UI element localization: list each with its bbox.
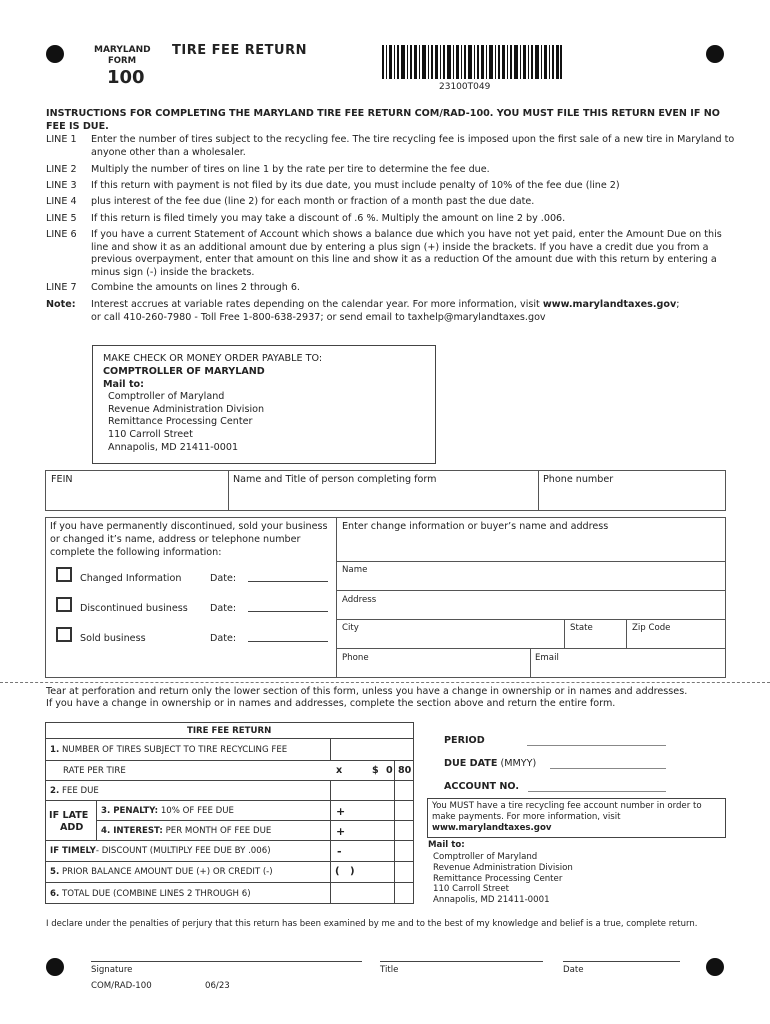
row-4 (101, 821, 271, 840)
line-text: plus interest of the fee due (line 2) for each month or fraction of a month past the due date. (91, 196, 535, 207)
row-6 (50, 883, 251, 904)
change-right-header: Enter change information or buyer’s name and address (342, 521, 609, 532)
discontinued-date-field[interactable] (248, 611, 328, 612)
payable-instruction: MAKE CHECK OR MONEY ORDER PAYABLE TO: (103, 353, 323, 364)
row-number: 4. INTEREST: (101, 825, 163, 836)
line-label: LINE 5 (46, 213, 77, 224)
line-text: Enter the number of tires subject to the recycling fee. The tire recycling fee is imposed upon the first sale of a new tire in Maryland to anyone other than a wholesaler. (91, 134, 735, 158)
account-no-label: ACCOUNT NO. (444, 781, 519, 792)
new-city-field[interactable] (336, 619, 565, 649)
row-text: FEE DUE (61, 785, 99, 796)
new-email-field[interactable] (530, 648, 726, 678)
tear-instruction-2: If you have a change in ownership or in names and addresses, complete the section above and return the entire form. (46, 698, 616, 709)
tear-instruction-1: Tear at perforation and return only the lower section of this form, unless you have a change in ownership or in names and addresses. (46, 686, 688, 697)
instruction-line-4 (46, 196, 736, 209)
rate-x: x (336, 765, 343, 776)
note-text-3: or call 410-260-7980 - Toll Free 1-800-638-2937; or send email to taxhelp@marylandtaxes.gov (91, 311, 546, 323)
phone-number-label: Phone number (543, 474, 614, 485)
return-table-title: TIRE FEE RETURN (187, 726, 272, 736)
rate-dollar: $ (372, 765, 379, 776)
instruction-line-3 (46, 180, 736, 193)
new-state-field[interactable] (564, 619, 627, 649)
interest-field[interactable] (330, 821, 414, 840)
perforation-line (0, 682, 770, 683)
form-title: TIRE FEE RETURN (172, 43, 307, 58)
new-state-label: State (570, 623, 593, 633)
due-date-label: DUE DATE (444, 758, 498, 769)
barcode-number: 23100T049 (439, 82, 491, 92)
row-1 (50, 739, 287, 760)
signature-field[interactable] (91, 961, 362, 962)
sold-business-label: Sold business (80, 633, 146, 644)
notice-website-link[interactable]: www.marylandtaxes.gov (432, 823, 552, 833)
bottom-address-4: 110 Carroll Street (433, 884, 510, 894)
line-label: LINE 4 (46, 196, 77, 207)
changed-date-label: Date: (210, 573, 237, 584)
form-state: MARYLAND (94, 45, 151, 55)
new-name-label: Name (342, 565, 368, 575)
name-title-label: Name and Title of person completing form (233, 474, 437, 485)
discontinued-business-label: Discontinued business (80, 603, 188, 614)
sold-date-label: Date: (210, 633, 237, 644)
instruction-line-7 (46, 282, 736, 295)
row-number: 5. (50, 867, 60, 877)
line-text: If this return with payment is not filed by its due date, you must include penalty of 10% of the fee due (line 2) (91, 180, 620, 191)
date-field[interactable] (563, 961, 680, 962)
notice-text: You MUST have a tire recycling fee account number in order to make payments. For more information, visit (432, 801, 702, 822)
payable-address-4: 110 Carroll Street (108, 429, 193, 440)
line-label: LINE 6 (46, 229, 77, 240)
changed-date-field[interactable] (248, 581, 328, 582)
instruction-line-2 (46, 164, 736, 177)
due-date-row (444, 758, 536, 769)
changed-information-checkbox[interactable] (56, 567, 72, 582)
title-field[interactable] (380, 961, 543, 962)
row-text: 10% OF FEE DUE (160, 805, 234, 816)
discount-sign: - (337, 845, 342, 858)
period-label: PERIOD (444, 735, 485, 746)
row-text: TOTAL DUE (COMBINE LINES 2 THROUGH 6) (61, 888, 251, 899)
note-label: Note: (46, 299, 76, 310)
note-text (91, 299, 736, 324)
add-label: ADD (60, 822, 84, 833)
line-label: LINE 1 (46, 134, 77, 145)
change-intro: If you have permanently discontinued, sold your business or changed it’s name, address or telephone number complete the following information: (50, 521, 328, 558)
row-text: PRIOR BALANCE AMOUNT DUE (+) OR CREDIT (-) (61, 867, 273, 877)
new-name-field[interactable] (336, 561, 726, 591)
new-address-label: Address (342, 595, 377, 605)
form-revision: 06/23 (205, 981, 230, 991)
form-word: FORM (108, 56, 137, 66)
row-text: - DISCOUNT (MULTIPLY FEE DUE BY .006) (95, 846, 271, 856)
row-3 (101, 801, 234, 820)
row-number: 2. (50, 785, 60, 796)
rate-whole: 0 (386, 765, 393, 776)
signature-label: Signature (91, 965, 133, 975)
if-late-label: IF LATE (49, 810, 89, 821)
perjury-declaration: I declare under the penalties of perjury that this return has been examined by me and to the best of my knowledge and belief is a true, complete return. (46, 919, 698, 929)
title-label: Title (380, 965, 399, 975)
changed-information-label: Changed Information (80, 573, 182, 584)
line-label: LINE 3 (46, 180, 77, 191)
bottom-mail-to-label: Mail to: (428, 840, 465, 850)
row-text: PER MONTH OF FEE DUE (165, 825, 272, 836)
row-number: 1. (50, 744, 60, 755)
new-city-label: City (342, 623, 359, 633)
period-field[interactable] (527, 745, 666, 746)
new-phone-label: Phone (342, 653, 369, 663)
tax-website-link[interactable]: www.marylandtaxes.gov (542, 299, 677, 310)
instructions-heading: INSTRUCTIONS FOR COMPLETING THE MARYLAND TIRE FEE RETURN COM/RAD-100. YOU MUST FILE THIS RETURN EVEN IF NO FEE IS DUE. (46, 108, 720, 132)
row-2 (50, 781, 99, 800)
discontinued-date-label: Date: (210, 603, 237, 614)
bottom-address-3: Remittance Processing Center (433, 874, 563, 884)
penalty-field[interactable] (330, 801, 414, 820)
cents-divider (394, 760, 395, 904)
sold-date-field[interactable] (248, 641, 328, 642)
bottom-address-2: Revenue Administration Division (433, 863, 573, 873)
line-text: Multiply the number of tires on line 1 by the rate per tire to determine the fee due. (91, 164, 490, 175)
payable-address-3: Remittance Processing Center (108, 416, 253, 427)
instruction-line-5 (46, 213, 736, 226)
fein-label: FEIN (51, 474, 73, 485)
line-text: Combine the amounts on lines 2 through 6. (91, 282, 300, 293)
row-text: NUMBER OF TIRES SUBJECT TO TIRE RECYCLING FEE (61, 744, 288, 755)
new-zip-label: Zip Code (632, 623, 671, 633)
bottom-address-1: Comptroller of Maryland (433, 852, 538, 862)
due-date-format: (MMYY) (500, 758, 537, 769)
rate-cents: 80 (398, 765, 412, 776)
row-number: 3. PENALTY: (101, 805, 159, 816)
total-due-field[interactable] (330, 883, 414, 904)
date-label: Date (563, 965, 584, 975)
account-no-field[interactable] (528, 791, 666, 792)
note-text-2: ; (676, 299, 680, 310)
registration-dot (46, 45, 64, 63)
interest-sign: + (336, 825, 346, 838)
due-date-field[interactable] (550, 768, 666, 769)
note-text-1: Interest accrues at variable rates depending on the calendar year. For more information, visit (91, 299, 543, 310)
registration-dot (706, 958, 724, 976)
payable-address-2: Revenue Administration Division (108, 404, 265, 415)
form-code: COM/RAD-100 (91, 981, 152, 991)
row-number: 6. (50, 888, 60, 899)
prior-balance-sign: ( ) (335, 866, 355, 877)
penalty-sign: + (336, 805, 346, 818)
prior-balance-field[interactable] (330, 862, 414, 882)
discontinued-business-checkbox[interactable] (56, 597, 72, 612)
timely-discount-row (50, 841, 271, 861)
payee-name: COMPTROLLER OF MARYLAND (103, 366, 265, 377)
new-address-field[interactable] (336, 590, 726, 620)
instruction-line-1 (46, 134, 736, 159)
new-phone-field[interactable] (336, 648, 531, 678)
timely-label: IF TIMELY (50, 846, 96, 856)
line-text: If this return is filed timely you may take a discount of .6 %. Multiply the amount on line 2 by .006. (91, 213, 566, 224)
payable-address-5: Annapolis, MD 21411-0001 (108, 442, 239, 453)
form-number: 100 (107, 67, 145, 88)
row-5 (50, 862, 273, 882)
registration-dot (46, 958, 64, 976)
fein-field[interactable] (45, 470, 229, 511)
instruction-note (46, 299, 736, 324)
payable-address-1: Comptroller of Maryland (108, 391, 225, 402)
instruction-line-6 (46, 229, 736, 279)
line-text: If you have a current Statement of Account which shows a balance due which you have not yet paid, enter the Amount Due on this line and show it as an additional amount due by entering a plus sign (+) inside the brackets. If you have a credit due you from a previous overpayment, enter that amount on this line and show it as a reduction Of the amount due with this return by entering a minus sign (-) inside the brackets. (91, 229, 722, 278)
account-notice (432, 801, 722, 834)
rate-per-tire-label: RATE PER TIRE (63, 765, 126, 776)
tires-count-field[interactable] (330, 739, 414, 760)
discount-field[interactable] (330, 841, 414, 861)
sold-business-checkbox[interactable] (56, 627, 72, 642)
mail-to-label: Mail to: (103, 379, 144, 390)
line-label: LINE 7 (46, 282, 77, 293)
new-zip-field[interactable] (626, 619, 726, 649)
new-email-label: Email (535, 653, 559, 663)
registration-dot (706, 45, 724, 63)
bottom-address-5: Annapolis, MD 21411-0001 (433, 895, 550, 905)
line-label: LINE 2 (46, 164, 77, 175)
fee-due-field[interactable] (330, 781, 414, 800)
barcode (382, 45, 562, 81)
